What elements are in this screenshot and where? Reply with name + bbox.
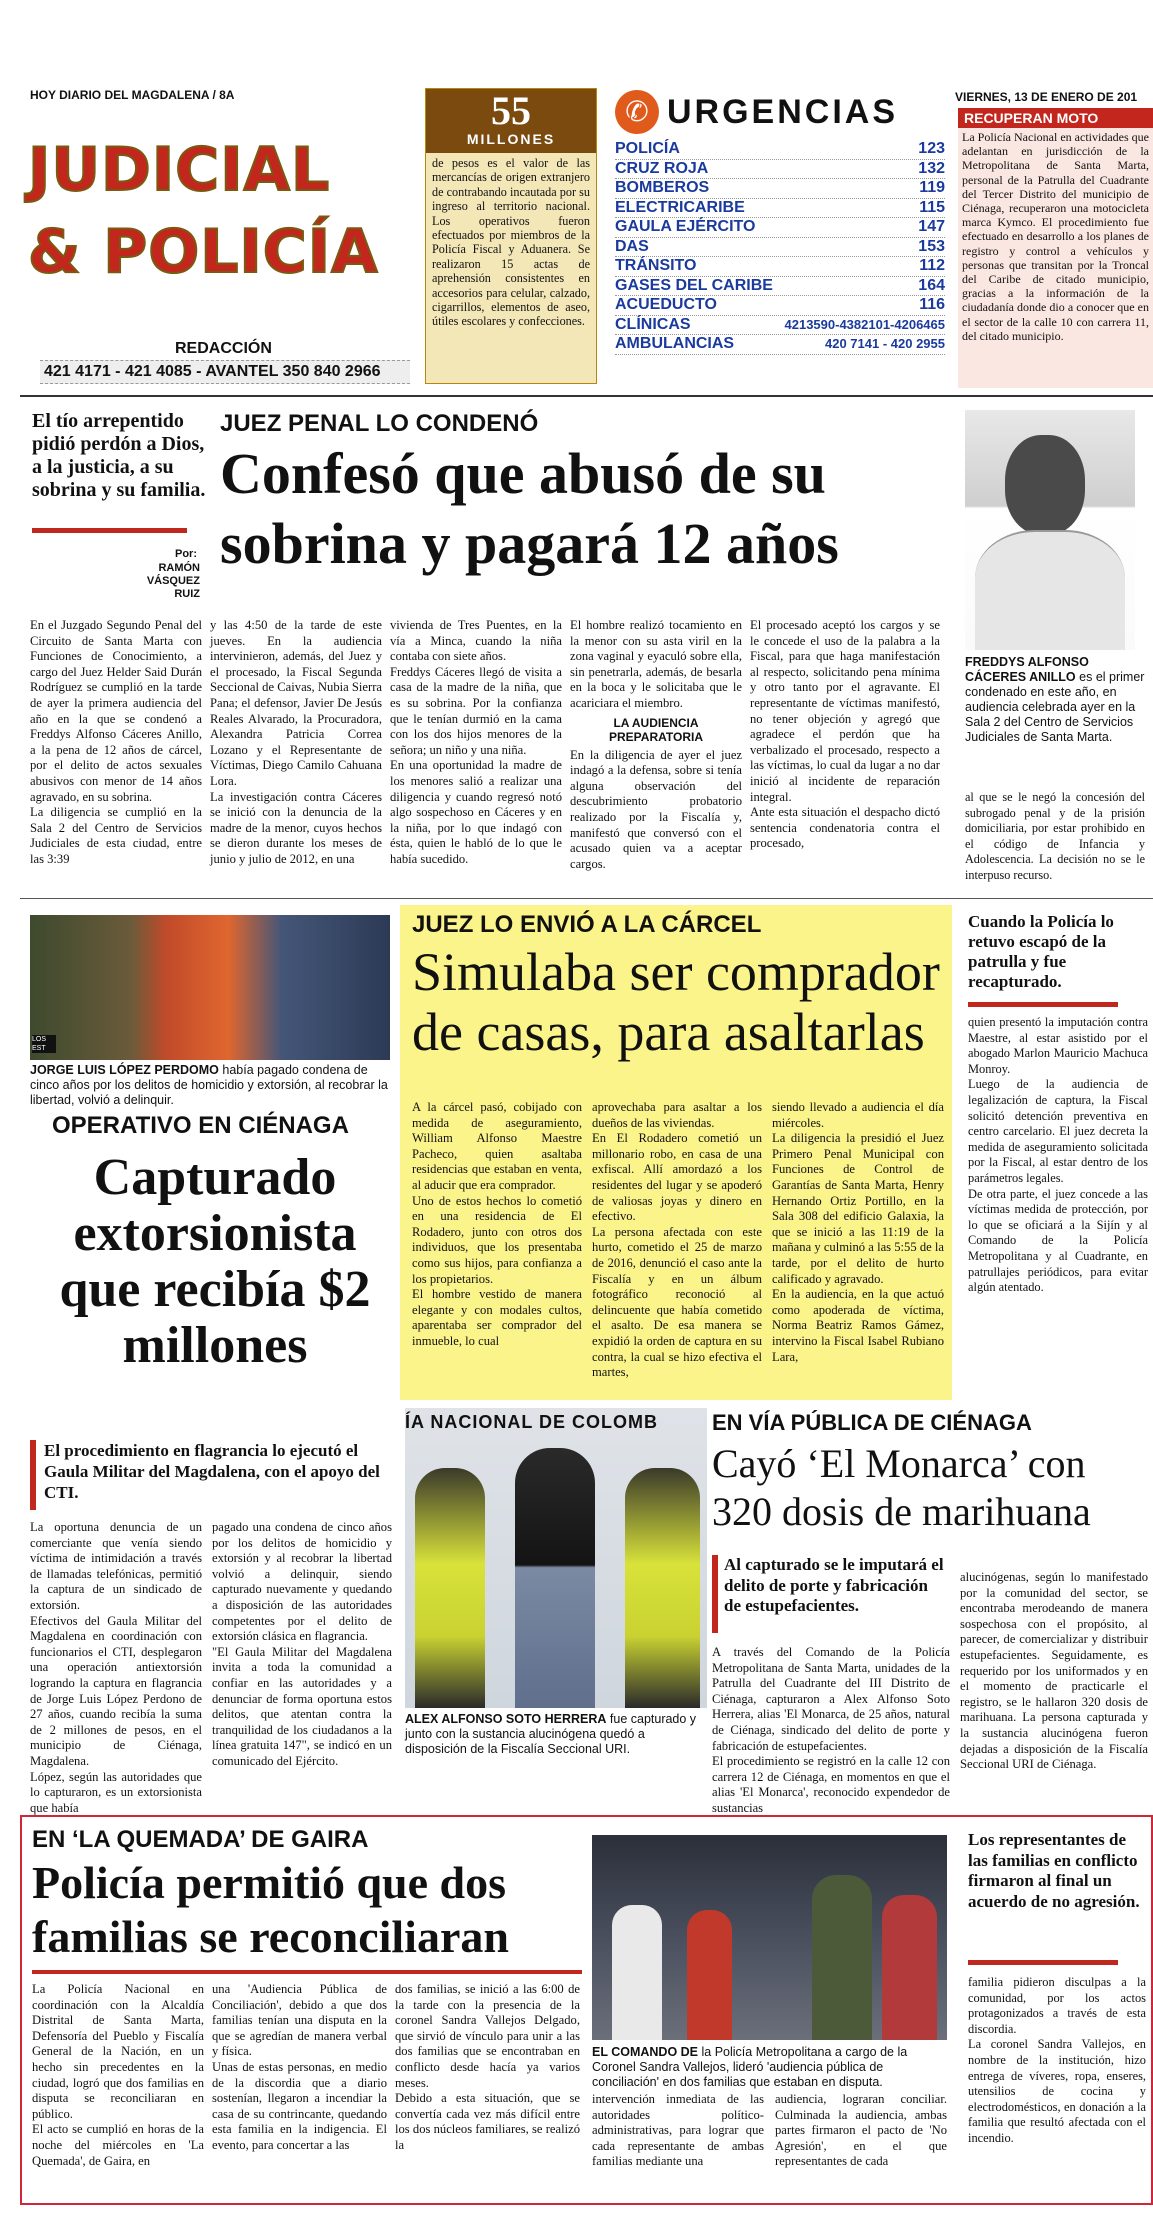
story4-deck: Al capturado se le imputará el delito de porte y fabricación de estupefacientes.	[724, 1555, 944, 1615]
story1-kicker: JUEZ PENAL LO CONDENÓ	[220, 410, 539, 437]
story5-photo-caption	[592, 2045, 947, 2090]
story2-column-2: pagado una condena de cinco años por los delitos de homicidio y extorsión y al recobrar la libertad volvió a delinquir, siendo capturado nuevamente y quedando a disposición de las autoridades competentes por el delito de extorsión clásica en flagrancia. "El Gaula Militar del Magdalena invita a toda la comunidad a confiar en las autoridades y a denunciar de forma oportuna estos delitos, que atentan contra la tranquilidad de los ciudadanos a la línea gratuita 147", se indicó en un comunicado del Ejército.	[212, 1520, 392, 1768]
urgencias-row: ELECTRICARIBE 115	[615, 199, 945, 219]
story3-column-3: siendo llevado a audiencia el día miércoles. La diligencia la presidió el Juez Primero Penal Municipal con Funciones de Control de Garantías de Santa Marta, Henry Hernando Ortiz Portillo, en la Sala 308 del edificio Galaxia, la que se inició a las 11:19 de la mañana y culminó a las 5:55 de la tarde, por el delito de hurto calificado y agravado. En la audiencia, en la que actuó como apoderada de víctima, Norma Beatriz Ramos Gámez, intervino la Fiscal Isabel Rubiano Lara,	[772, 1100, 944, 1364]
story5-column-4: intervención inmediata de las autoridades político-administrativas, para lograr que cada representante de ambas familias mediante una	[592, 2092, 764, 2169]
story4-headline-1: Cayó ‘El Monarca’ con	[712, 1441, 1086, 1486]
story1-photo-face	[1005, 435, 1085, 535]
paper-page-label: HOY DIARIO DEL MAGDALENA / 8A	[30, 88, 235, 102]
story4-photo-caption-text: fue capturado y junto con la sustancia alucinógena quedó a disposición de la Fiscalía Seccional URI.	[405, 1712, 697, 1756]
masthead-rule	[20, 395, 1153, 397]
millones-unit: MILLONES	[466, 131, 556, 147]
millones-header	[426, 89, 596, 153]
story4-photo-caption	[405, 1712, 707, 1757]
story1-photo-caption-text: es el primer condenado en este año, en audiencia celebrada ayer en la Sala 2 del Centro de Servicios Judiciales de Santa Marta.	[965, 670, 1145, 744]
story4-deck-bar	[712, 1555, 718, 1633]
story5-photo	[592, 1835, 947, 2040]
story2-photo-badge: LOS EST	[32, 1035, 56, 1053]
story5-photo-caption-text: la Policía Metropolitana a cargo de la Coronel Sandra Vallejos, lideró 'audiencia pública de conciliación' en dos familias que estaban en disputa.	[592, 2045, 908, 2089]
story1-photo-shoulders	[975, 530, 1125, 650]
story5-headline-bar	[32, 1970, 582, 1974]
urgencias-row: GAULA EJÉRCITO 147	[615, 218, 945, 238]
moto-text: La Policía Nacional en actividades que adelantan en jurisdicción de la Metropolitana de Santa Marta, personal de la Patrulla del Cuadrante del Tercer Distrito del municipio de Ciénaga, recuperaron una motocicleta marca Kymco. El procedimiento fue efectuado en desarrollo a los planes de registro y control a vehículos y personas que transitan por la Troncal del Caribe de citado municipio, gracias a la información de la ciudadanía donde dio a conocer que en el sector de la calle 10 con carrera 11, del citado municipio.	[962, 130, 1149, 343]
story4-photo-officer-right	[625, 1468, 700, 1708]
story1-headline-2: sobrina y pagará 12 años	[220, 511, 839, 576]
story5-column-3: dos familias, se inició a las 6:00 de la tarde con la presencia de la coronel Sandra Vallejos Delgado, que sirvió de vínculo para unir a las dos familias que se encontraban en conflicto desde hacía ya varios meses. Debido a esta situación, que se convertía cada vez más difícil entre los dos núcleos familiares, se realizó la	[395, 1982, 580, 2152]
millones-box	[425, 88, 597, 384]
story4-photo-banner: ÍA NACIONAL DE COLOMB	[405, 1412, 658, 1432]
story5-side-bar	[968, 1960, 1118, 1965]
story5-photo-caption-name: EL COMANDO DE	[592, 2045, 699, 2059]
story5-photo-officer	[812, 1875, 872, 2040]
moto-title: RECUPERAN MOTO	[958, 108, 1153, 128]
story1-rule	[20, 898, 1153, 899]
urgencias-list	[615, 140, 945, 355]
story4-photo-suspect	[515, 1448, 595, 1708]
story4-column-2: alucinógenas, según lo manifestado por la comunidad del sector, se encontraba merodeando de manera sospechosa con el propósito, al parecer, de comercializar y distribuir estupefacientes. Seguidamente, es requerido por los uniformados y en el momento de practicarle el registro, se le hallaron 320 dosis de marihuana. La persona capturada y la sustancia alucinógena fueron dejadas a disposición de la Fiscalía Seccional URI de Ciénaga.	[960, 1570, 1148, 1772]
urgencias-row: GASES DEL CARIBE 164	[615, 277, 945, 297]
story3-box	[400, 905, 952, 1400]
story5-photo-person-3	[882, 1895, 937, 2040]
urgencias-row: DAS 153	[615, 238, 945, 258]
story5-headline-1: Policía permitió que dos	[32, 1857, 507, 1908]
story1-column-4	[570, 618, 742, 890]
urgencias-row: AMBULANCIAS 420 7141 - 420 2955	[615, 335, 945, 355]
story1-byline-name: RAMÓN VÁSQUEZ RUIZ	[146, 562, 200, 600]
story1-column-5: El procesado aceptó los cargos y se le concede el uso de la palabra a la Fiscal, para que haga manifestación al respecto, solicitando pena mínima y otro tanto por el agravante. El representante de víctimas manifestó, no tener objeción y agregó que agradece el perdón que ha verbalizado el procesado, respecto a las víctimas, lo cual da lugar a no dar inició al incidente de reparación integral. Ante esta situación el despacho dictó sentencia condenatoria contra el procesado,	[750, 618, 940, 851]
story5-side-deck: Los representantes de las familias en conflicto firmaron al final un acuerdo de no agresión.	[968, 1830, 1140, 1911]
story3-column-1: A la cárcel pasó, cobijado con medida de aseguramiento, William Alfonso Maestre Pacheco, quien asaltaba residencias que estaban en venta, al aducir que era comprador. Uno de estos hechos lo cometió en una residencia de El Rodadero, junto con otros dos individuos, que los presentaba como sus hijos, para confianza a los propietarios. El hombre vestido de manera elegante y con modales cultos, aparentaba ser comprador del inmueble, lo cual	[412, 1100, 582, 1348]
story1-headline-1: Confesó que abusó de su	[220, 441, 826, 506]
story5-kicker: EN ‘LA QUEMADA’ DE GAIRA	[32, 1826, 369, 1853]
story5-side-column: familia pidieron disculpas a la comunidad, por los actos protagonizados a través de esta discordia. La coronel Sandra Vallejos, en nombre de la institución, hizo entrega de víveres, ropa, enseres, utensilios de cocina y electrodomésticos, en donación a la familia que resultó afectada con el incendio.	[968, 1975, 1146, 2145]
section-title-line2: & POLICÍA	[28, 217, 379, 287]
story4-kicker: EN VÍA PÚBLICA DE CIÉNAGA	[712, 1410, 1032, 1435]
urgencias-row: POLICÍA 123	[615, 140, 945, 160]
urgencias-row: BOMBEROS 119	[615, 179, 945, 199]
urgencias-row: TRÁNSITO 112	[615, 257, 945, 277]
story1-photo-caption-name: FREDDYS ALFONSO CÁCERES ANILLO	[965, 655, 1089, 684]
story5-column-2: una 'Audiencia Pública de Conciliación', debido a que dos familias tenían una disputa en la que se agredían de manera verbal y física. Unas de estas personas, en medio de la discordia que a diario sostenían, llegaron a incendiar la casa de su contrincante, quedando esta familia en la indigencia. El evento, para concertar a las	[212, 1982, 387, 2152]
story2-deck: El procedimiento en flagrancia lo ejecutó el Gaula Militar del Magdalena, con el apoyo del CTI.	[44, 1441, 380, 1502]
story2-photo-caption-name: JORGE LUIS LÓPEZ PERDOMO	[30, 1063, 219, 1077]
story3-side-deck: Cuando la Policía lo retuvo escapó de la patrulla y fue recapturado.	[968, 912, 1114, 991]
story4-photo-officer-left	[415, 1468, 485, 1708]
urgencias-row: ACUEDUCTO 116	[615, 296, 945, 316]
story1-column-1: En el Juzgado Segundo Penal del Circuito de Santa Marta con Funciones de Conocimiento, a cargo del Juez Helder Said Durán Rodríguez se cumplió en la tarde de ayer la primera audiencia del año en la que se condenó a Freddys Alfonso Cáceres Anillo, a la pena de 12 años de cárcel, por el delito de actos sexuales abusivos con menor de 14 años agravado, en su sobrina. La diligencia se cumplió en la Sala 2 del Centro de Servicios Judiciales de esta ciudad, entre las 3:39	[30, 618, 202, 866]
story5-column-5: audiencia, lograran conciliar. Culminada la audiencia, ambas partes firmaron el pacto de 'No Agresión', en el que representantes de cada	[775, 2092, 947, 2169]
story1-column-3: vivienda de Tres Puentes, en la vía a Minca, cuando la niña contaba con siete años. Freddys Cáceres llegó de visita a casa de la madre de la niña, que es su sobrina. Por la confianza que le tenían durmió en la cama con los dos hijos menores de la señora; un niño y una niña. En una oportunidad la madre de los menores salió a realizar una diligencia y cuando regresó notó algo sospechoso en Cáceres y en la niña, por lo que indagó con ésta, quien le habló de lo que le había sucedido.	[390, 618, 562, 866]
story2-headline: Capturado extorsionista que recibía $2 millones	[59, 1149, 371, 1374]
story1-quote-bar	[32, 528, 187, 533]
story3-side-column: quien presentó la imputación contra Maestre, al estar asistido por el abogado Marlon Mauricio Machuca Monroy. Luego de la audiencia de legalización de captura, la Fiscal solicitó detención preventiva en centro carcelario. El juez decreta la medida de aseguramiento solicitada por la Fiscal, al estar dentro de los parámetros legales. De otra parte, el juez concede a las víctimas medida de protección, por lo que se oficiará a la Sijín y al Comando de la Policía Metropolitana y al Cuadrante, en patrullajes periódicos, para evitar algún atentado.	[968, 1015, 1148, 1295]
story1-subhead: LA AUDIENCIA PREPARATORIA	[608, 715, 703, 744]
millones-number: 55	[491, 88, 531, 133]
urgencias-box	[615, 88, 945, 384]
urgencias-row: CLÍNICAS 4213590-4382101-4206465	[615, 316, 945, 336]
story2-deck-bar	[30, 1440, 36, 1510]
story1-column-4a: El hombre realizó tocamiento en la menor con su asta viril en la zona vaginal y eyaculó sobre ella, sin penetrarla, además, de besarla en la boca y le solicitaba que le acariciara el miembro.	[570, 618, 742, 710]
story2-photo	[30, 915, 390, 1060]
story2-column-1: La oportuna denuncia de un comerciante que venía siendo víctima de intimidación a través de llamadas telefónicas, permitió la captura de un sindicado de extorsión. Efectivos del Gaula Militar del Magdalena en coordinación con funcionarios el CTI, desplegaron una operación antiextorsión logrando la captura en flagrancia de Jorge Luis López Perdono de 27 años, cuando recibía la suma de 2 millones de pesos, en el municipio de Ciénaga, Magdalena. López, según las autoridades que lo capturaron, es un extorsionista que había	[30, 1520, 202, 1815]
story4-column-1: A través del Comando de la Policía Metropolitana de Santa Marta, unidades de la Patrulla del Cuadrante del III Distrito de Ciénaga, capturaron a Alex Alfonso Soto Herrera, alias 'El Monarca, de 25 años, natural de Ciénaga, sindicado del delito de porte y fabricación de estupefacientes. El procedimiento se registró en la calle 12 con carrera 12 de Ciénaga, en momentos en que el alias 'El Monarca', reconocido expendedor de sustancias	[712, 1645, 950, 1815]
story1-quote: El tío arrepentido pidió perdón a Dios, a la justicia, a su sobrina y su familia.	[32, 410, 206, 501]
story5-photo-person-2	[687, 1910, 732, 2040]
moto-box	[958, 108, 1153, 388]
story2-photo-caption	[30, 1063, 395, 1108]
section-title-line1: JUDICIAL	[28, 135, 331, 205]
millones-text: de pesos es el valor de las mercancías de origen extranjero de contrabando incautada por su ingreso al territorio nacional. Los operativos fueron efectuados por miembros de la Policía Fiscal y Aduanera. Se realizaron 15 actas de aprehensión consistentes en accesorios para celular, calzado, cigarrillos, elementos de aseo, útiles escolares y confecciones.	[432, 156, 590, 329]
story2-kicker: OPERATIVO EN CIÉNAGA	[52, 1112, 349, 1139]
story3-kicker: JUEZ LO ENVIÓ A LA CÁRCEL	[412, 911, 762, 938]
urgencias-row: CRUZ ROJA 132	[615, 160, 945, 180]
story3-column-2: aprovechaba para asaltar a los dueños de las viviendas. En El Rodadero cometió un millonario robo, en casa de una exfiscal. Allí amordazó a los residentes del lugar y se apoderó de valiosas joyas y dinero en efectivo. La persona afectada con este hurto, cometido el 25 de marzo de 2016, denunció el caso ante la Fiscalía y en un álbum fotográfico reconoció al delincuente que había cometido el asalto. De esa manera se expidió la orden de captura en su contra, la cual se hizo efectiva el martes,	[592, 1100, 762, 1380]
story1-column-4b: En la diligencia de ayer el juez indagó a la defensa, sobre si tenía alguna observación del descubrimiento probatorio realizado por la Fiscalía y, manifestó que conversó con el acusado quien va a aceptar cargos.	[570, 747, 742, 871]
story1-photo-caption	[965, 655, 1145, 745]
story5-headline-2: familias se reconciliaran	[32, 1911, 509, 1962]
redaccion-label: REDACCIÓN	[175, 340, 272, 357]
story3-side-bar	[968, 1002, 1118, 1007]
urgencias-title: URGENCIAS	[667, 92, 899, 131]
story5-column-1: La Policía Nacional en coordinación con la Alcaldía Distrital de Santa Marta, Defensoría del Pueblo y Fiscalía General de la Nación, en un hecho sin precedentes en la ciudad, logró que dos familias en disputa se reconciliaran en público. El acto se cumplió en horas de la noche del miércoles en 'La Quemada', de Gaira, en	[32, 1982, 204, 2168]
story3-headline-2: de casas, para asaltarlas	[412, 1002, 925, 1062]
story1-column-6: al que se le negó la concesión del subrogado penal y de la prisión domiciliaria, por estar prohibido en el código de Infancia y Adolescencia. La decisión no se le interpuso recurso.	[965, 790, 1145, 882]
story1-photo	[965, 410, 1135, 650]
story4-headline-2: 320 dosis de marihuana	[712, 1489, 1091, 1534]
story4-photo	[405, 1408, 707, 1708]
story1-byline-label: Por:	[175, 548, 197, 560]
story2-photo-caption-text: había pagado condena de cinco años por los delitos de homicidio y extorsión, al recobrar la libertad, volvió a delinquir.	[30, 1063, 388, 1107]
story4-photo-caption-name: ALEX ALFONSO SOTO HERRERA	[405, 1712, 607, 1726]
phone-icon: ✆	[615, 90, 659, 134]
story5-photo-person-1	[612, 1905, 662, 2040]
redaccion-phones: 421 4171 - 421 4085 - AVANTEL 350 840 2966	[40, 360, 410, 384]
story3-headline-1: Simulaba ser comprador	[412, 942, 940, 1002]
urgencias-header	[615, 88, 945, 136]
issue-date: VIERNES, 13 DE ENERO DE 201	[955, 90, 1138, 104]
story1-column-2: y las 4:50 de la tarde de este jueves. En la audiencia intervinieron, además, del Juez y el procesado, la Fiscal Segunda Seccional de Caivas, Nubia Sierra Pana; el defensor, Javier De Jesús Reales Alvarado, la Procuradora, Alexandra Patricia Correa Lozano y el Representante de Víctimas, Diego Camilo Cahuana Lora. La investigación contra Cáceres se inició con la denuncia de la madre de la menor, cuyos hechos se dieron durante los meses de junio y julio de 2012, en una	[210, 618, 382, 866]
